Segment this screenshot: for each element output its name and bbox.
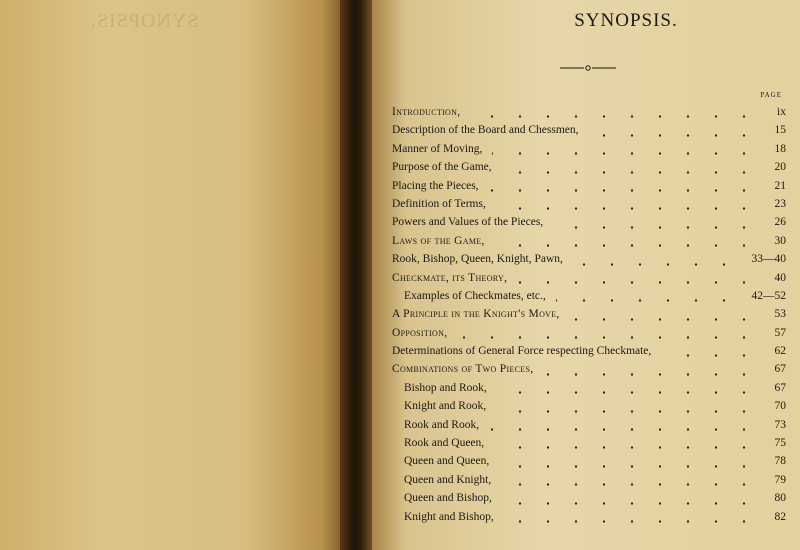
toc-entry <box>392 416 786 434</box>
toc-entry-page: 23 <box>774 197 786 210</box>
toc-entry-label: Determinations of General Force respecting Checkmate, <box>392 345 652 358</box>
toc-entry <box>392 232 786 250</box>
toc-entry <box>392 269 786 287</box>
dot-leader <box>502 171 758 174</box>
toc-entry-label: Rook and Rook, <box>404 418 480 431</box>
dot-leader <box>489 189 758 192</box>
toc-entry-label: Description of the Board and Chessmen, <box>392 124 579 137</box>
toc-entry <box>392 471 786 489</box>
dot-leader <box>457 336 758 339</box>
toc-entry-label: Bishop and Rook, <box>404 381 487 394</box>
toc-entry-label: Knight and Bishop, <box>404 510 494 523</box>
left-page <box>0 0 350 550</box>
toc-entry-label: Powers and Values of the Pieces, <box>392 216 544 229</box>
toc-entry-label: Laws of the Game, <box>392 234 485 247</box>
toc-entry-page: 18 <box>774 142 786 155</box>
toc-entry <box>392 213 786 231</box>
toc-entry <box>392 140 786 158</box>
toc-entry-page: ix <box>777 106 786 118</box>
toc-entry-page: 70 <box>774 400 786 413</box>
toc-entry-page: 78 <box>774 455 786 468</box>
dot-leader <box>504 520 758 523</box>
toc-entry-label: A Principle in the Knight's Move, <box>392 308 560 321</box>
toc-entry-page: 26 <box>774 216 786 229</box>
dot-leader <box>556 299 738 302</box>
dot-leader <box>492 152 758 155</box>
toc-entry <box>392 121 786 139</box>
toc-entry-label: Queen and Knight, <box>404 473 492 486</box>
toc-entry-page: 40 <box>774 271 786 284</box>
dot-leader <box>496 410 758 413</box>
toc-entry <box>392 489 786 507</box>
toc-entry <box>392 434 786 452</box>
toc-entry-label: Rook, Bishop, Queen, Knight, Pawn, <box>392 253 563 266</box>
toc-entry-label: Queen and Bishop, <box>404 492 492 505</box>
dot-leader <box>495 244 758 247</box>
toc-entry-page: 21 <box>774 179 786 192</box>
toc-entry-page: 75 <box>774 437 786 450</box>
toc-entry-label: Rook and Queen, <box>404 437 485 450</box>
dot-leader <box>489 428 758 431</box>
toc-entry <box>392 158 786 176</box>
toc-entry-label: Placing the Pieces, <box>392 179 479 192</box>
dot-leader <box>470 115 758 118</box>
toc-entry-page: 62 <box>774 345 786 358</box>
toc-entry <box>392 195 786 213</box>
table-of-contents <box>392 103 786 526</box>
dot-leader <box>494 446 758 449</box>
toc-entry-label: Definition of Terms, <box>392 197 486 210</box>
right-page <box>372 0 800 550</box>
toc-entry-page: 30 <box>774 234 786 247</box>
toc-entry <box>392 103 786 121</box>
toc-entry-page: 42—52 <box>751 289 786 302</box>
toc-entry-page: 15 <box>774 124 786 137</box>
toc-entry <box>392 508 786 526</box>
toc-entry <box>392 360 786 378</box>
ornament-divider-icon <box>560 64 616 72</box>
toc-entry-label: Knight and Rook, <box>404 400 487 413</box>
dot-leader <box>496 207 758 210</box>
dot-leader <box>499 465 758 468</box>
page-title: SYNOPSIS. <box>574 10 678 31</box>
toc-entry <box>392 342 786 360</box>
toc-entry-page: 57 <box>774 326 786 339</box>
toc-entry-label: Opposition, <box>392 326 448 339</box>
toc-entry-page: 53 <box>774 308 786 321</box>
toc-entry-label: Examples of Checkmates, etc., <box>404 289 546 302</box>
toc-entry <box>392 379 786 397</box>
toc-entry-page: 20 <box>774 161 786 174</box>
dot-leader <box>501 483 758 486</box>
toc-entry-label: Combinations of Two Pieces, <box>392 363 534 376</box>
toc-entry <box>392 177 786 195</box>
toc-entry <box>392 397 786 415</box>
dot-leader <box>573 263 738 266</box>
toc-entry <box>392 452 786 470</box>
toc-entry-label: Purpose of the Game, <box>392 161 492 174</box>
toc-entry-label: Manner of Moving, <box>392 142 483 155</box>
toc-entry <box>392 250 786 268</box>
toc-entry-page: 73 <box>774 418 786 431</box>
dot-leader <box>517 281 758 284</box>
page-column-label: PAGE <box>760 91 782 99</box>
toc-entry <box>392 305 786 323</box>
toc-entry-page: 67 <box>774 363 786 376</box>
toc-entry-page: 82 <box>774 510 786 523</box>
toc-entry-page: 80 <box>774 492 786 505</box>
toc-entry-page: 67 <box>774 381 786 394</box>
toc-entry <box>392 324 786 342</box>
toc-entry-label: Checkmate, its Theory, <box>392 271 508 284</box>
book-gutter <box>340 0 374 550</box>
dot-leader <box>502 502 758 505</box>
bleed-through-title: SYNOPSIS. <box>90 10 199 32</box>
toc-entry-page: 79 <box>774 473 786 486</box>
toc-entry-label: Queen and Queen, <box>404 455 490 468</box>
toc-entry-label: Introduction, <box>392 106 461 118</box>
toc-entry <box>392 287 786 305</box>
toc-entry-page: 33—40 <box>751 253 786 266</box>
dot-leader <box>497 391 758 394</box>
